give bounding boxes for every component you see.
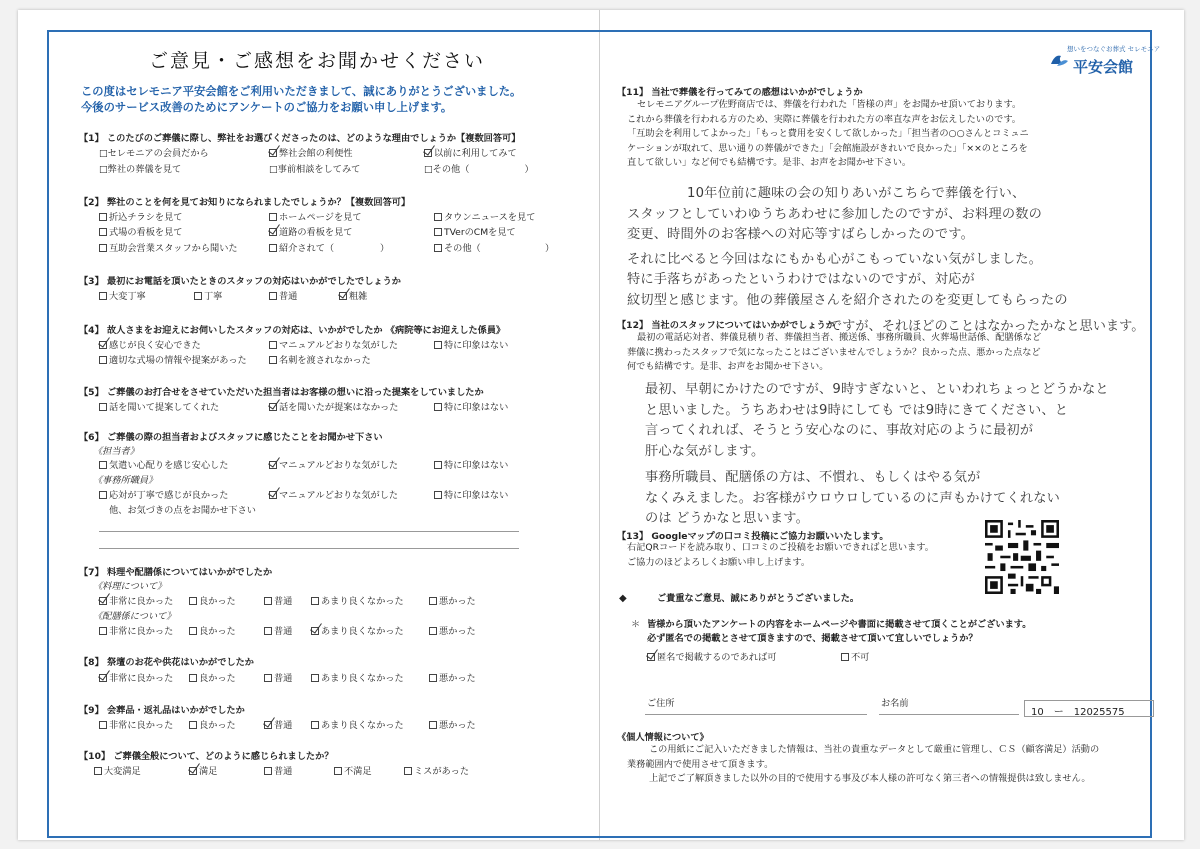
q7-option[interactable]: 良かった [189,593,236,607]
q12-description: 最初の電話応対者、葬儀見積り者、葬儀担当者、搬送係、事務所職員、火葬場世話係、配膳係など 葬儀に携わったスタッフで気になったことはございませんでしょうか？良かった点、悪かった点など 何でも結構です。是非、お声をお聞かせ下さい。 [627,332,1042,372]
q4-label: 【4】 故人さまをお迎えにお伺いしたスタッフの対応は、いかがでしたか 《病院等にお迎えした係員》 [79,325,506,336]
q2-option[interactable]: 互助会営業スタッフから聞いた [99,240,238,254]
q9-label: 【9】 会葬品・返礼品はいかがでしたか [79,705,245,716]
q9-option[interactable]: 非常に良かった [99,717,173,731]
q2-option[interactable]: その他（ ） [434,240,554,254]
q8-option[interactable]: 普通 [264,670,292,684]
q8-option[interactable]: 非常に良かった [99,670,173,684]
q9-option[interactable]: 普通 [264,717,292,731]
q7-sub-food: 《料理について》 [93,581,167,592]
q8-option[interactable]: あまり良くなかった [311,670,404,684]
publish-question: 必ず匿名での掲載とさせて頂きますので、掲載させて頂いて宜しいでしょうか？ [647,633,978,644]
q7-sub-server: 《配膳係について》 [93,611,176,622]
publish-yes-option[interactable]: 匿名で掲載するのであれば可 [647,649,776,663]
q4-option[interactable]: 名刺を渡されなかった [269,352,371,366]
q6-label: 【6】 ご葬儀の際の担当者およびスタッフに感じたことをお聞かせ下さい [79,432,383,443]
q11-label: 【11】 当社で葬儀を行ってみての感想はいかがでしょうか [617,87,863,98]
q1-option[interactable]: 以前に利用してみて [424,145,517,159]
q7-option[interactable]: 普通 [264,623,292,637]
q6-option[interactable]: 応対が丁寧で感じが良かった [99,487,228,501]
q4-option[interactable]: 感じが良く安心できた [99,337,201,351]
q6-other-label: 他、お気づきの点をお聞かせ下さい [109,505,256,516]
q7-option[interactable]: 非常に良かった [99,623,173,637]
q7-option[interactable]: 非常に良かった [99,593,173,607]
q6-sub-office: 《事務所職員》 [93,475,158,486]
comment-line[interactable] [99,548,519,549]
q2-option[interactable]: ホームページを見て [269,209,362,223]
survey-frame [47,30,1161,838]
q10-option[interactable]: 普通 [264,763,292,777]
q7-option[interactable]: 良かった [189,623,236,637]
q11-handwritten-answer[interactable]: 10年位前に趣味の会の知りあいがこちらで葬儀を行い、 スタッフとしていわゆうちあわせに参加したのですが、お料理の数の 変更、時間外のお客様への対応等すばらしかったのです。 それに比べると今回はなにもかも心がこもっていない気がしました。 特に手落ちがあったというわけではないのですが、対応が 紋切型と感じます。他の葬儀屋さんを紹介されたのを変更してもらったの [627,186,1068,308]
q9-option[interactable]: 悪かった [429,717,476,731]
q2-option[interactable]: 道路の看板を見て [269,224,353,238]
q3-option[interactable]: 大変丁寧 [99,288,146,302]
q6-sub-staff: 《担当者》 [93,446,139,457]
q13-description: 右記QRコードを読み取り、口コミのご投稿をお願いできればと思います。 ご協力のほどよろしくお願い申し上げます。 [627,542,934,568]
q2-option[interactable]: 折込チラシを見て [99,209,183,223]
q7-option[interactable]: あまり良くなかった [311,623,404,637]
q8-label: 【8】 祭壇のお花や供花はいかがでしたか [79,657,254,668]
q10-option[interactable]: 満足 [189,763,217,777]
q6-option[interactable]: 特に印象はない [434,457,508,471]
q13-label: 【13】 Googleマップの口コミ投稿にご協力お願いいたします。 [617,531,889,542]
q1-option[interactable]: □弊社の葬儀を見て [99,164,182,175]
q1-option[interactable]: 弊社会館の利便性 [269,145,353,159]
q10-label: 【10】 ご葬儀全般について、どのように感じられましたか？ [79,751,334,762]
q2-option[interactable]: 紹介されて（ ） [269,240,389,254]
thanks-message: ご貴重なご意見、誠にありがとうございました。 [657,593,860,604]
q1-option[interactable]: □その他（ ） [424,164,534,175]
q1-option[interactable]: □事前相談をしてみて [269,164,361,175]
q7-option[interactable]: 悪かった [429,623,476,637]
q6-option[interactable]: 特に印象はない [434,487,508,501]
qr-code-icon[interactable] [985,520,1059,594]
q3-option[interactable]: 丁寧 [194,288,222,302]
q2-option[interactable]: TVerのCMを見て [434,224,516,238]
q1-label: 【1】 このたびのご葬儀に際し、弊社をお選びくださったのは、どのような理由でしょうか【複数回答可】 [79,133,521,144]
q7-option[interactable]: あまり良くなかった [311,593,404,607]
comment-line[interactable] [99,531,519,532]
page-title: ご意見・ご感想をお聞かせください [149,50,486,72]
logo-mark-icon [1049,52,1069,68]
privacy-label: 《個人情報について》 [617,732,709,743]
logo-subtitle: 想いをつなぐお葬式 セレモニア [1067,45,1161,53]
ticket-number: 10 ー 12025575 [1024,700,1154,717]
q10-option[interactable]: ミスがあった [404,763,469,777]
q12-label: 【12】 当社のスタッフについてはいかがでしょうか [617,320,835,331]
q6-option[interactable]: 気遣い心配りを感じ安心した [99,457,228,471]
q2-label: 【2】 弊社のことを何を見てお知りになられましたでしょうか？【複数回答可】 [79,197,411,208]
address-field[interactable] [645,714,867,715]
thanks-diamond-icon: ◆ [619,593,627,604]
q3-option[interactable]: 普通 [269,288,297,302]
q6-option[interactable]: マニュアルどおりな気がした [269,487,398,501]
logo-name: 平安会館 [1073,58,1134,76]
q2-option[interactable]: タウンニュースを見て [434,209,535,223]
name-label: お名前 [881,698,909,709]
q7-label: 【7】 料理や配膳係についてはいかがでしたか [79,567,273,578]
q10-option[interactable]: 不満足 [334,763,372,777]
q5-option[interactable]: 話を聞いて提案してくれた [99,399,219,413]
q11-description: セレモニアグループ佐野商店では、葬儀を行われた「皆様の声」をお聞かせ頂いております。 これから葬儀を行われる方のため、実際に葬儀を行われた方の率直な声をお伝えしたいのです。 「互助会を利用してよかった」「もっと費用を安くして欲しかった」「担当者の○○さんとコミュニ ケーションが取れて、思い通りの葬儀ができた」「会館施設がきれいで良かった」「××のところを 直して欲しい」など何でも結構です。是非、お声をお聞かせ下さい。 [627,99,1029,168]
q9-option[interactable]: 良かった [189,717,236,731]
intro-text: この度はセレモニア平安会館をご利用いただきまして、誠にありがとうございました。 今後のサービス改善のためにアンケートのご協力をお願い申し上げます。 [81,85,522,114]
q8-option[interactable]: 良かった [189,670,236,684]
q3-label: 【3】 最初にお電話を頂いたときのスタッフの対応はいかがでしたでしょうか [79,276,401,287]
q4-option[interactable]: マニュアルどおりな気がした [269,337,398,351]
name-field[interactable] [879,714,1019,715]
publish-notice: 皆様から頂いたアンケートの内容をホームページや書面に掲載させて頂くことがございます。 [647,619,1032,630]
publish-asterisk-icon: ＊ [631,619,641,630]
q5-label: 【5】 ご葬儀のお打合せをさせていただいた担当者はお客様の想いに沿った提案をしていましたか [79,387,484,398]
address-label: ご住所 [647,698,675,709]
publish-no-option[interactable]: 不可 [841,649,869,663]
q5-option[interactable]: 特に印象はない [434,399,508,413]
q1-option[interactable]: □セレモニアの会員だから [99,148,209,159]
q7-option[interactable]: 普通 [264,593,292,607]
q10-option[interactable]: 大変満足 [94,763,141,777]
privacy-text: この用紙にご記入いただきました情報は、当社の貴重なデータとして厳重に管理し、ＣＳ（顧客満足）活動の 業務範囲内で使用させて頂きます。 上記でご了解頂きました以外の目的で使用する事及び本人様の許可なく第三者への情報提供は致しません。 [627,744,1100,784]
q8-option[interactable]: 悪かった [429,670,476,684]
q9-option[interactable]: あまり良くなかった [311,717,404,731]
q2-option[interactable]: 式場の看板を見て [99,224,183,238]
q7-option[interactable]: 悪かった [429,593,476,607]
q6-option[interactable]: マニュアルどおりな気がした [269,457,398,471]
q3-option[interactable]: 粗雑 [339,288,367,302]
q12-handwritten-answer[interactable]: 最初、早朝にかけたのですが、9時すぎないと、といわれちょっとどうかなと と思いました。うちあわせは9時にしても では9時にきてください、と 言ってくれれば、そうとう安心なのに、事故対応のように最初が 肝心な気がします。 事務所職員、配膳係の方は、不慣れ、もしくはやる気が なくみえました。お客様がウロウロしているのに声もかけてくれない のは どうかなと思います。 [645,382,1109,526]
q11-handwritten-answer-end[interactable]: ですが、それほどのことはなかったかなと思います。 [829,319,1145,334]
q4-option[interactable]: 特に印象はない [434,337,508,351]
q4-option[interactable]: 適切な式場の情報や提案があった [99,352,247,366]
q5-option[interactable]: 話を聞いたが提案はなかった [269,399,398,413]
